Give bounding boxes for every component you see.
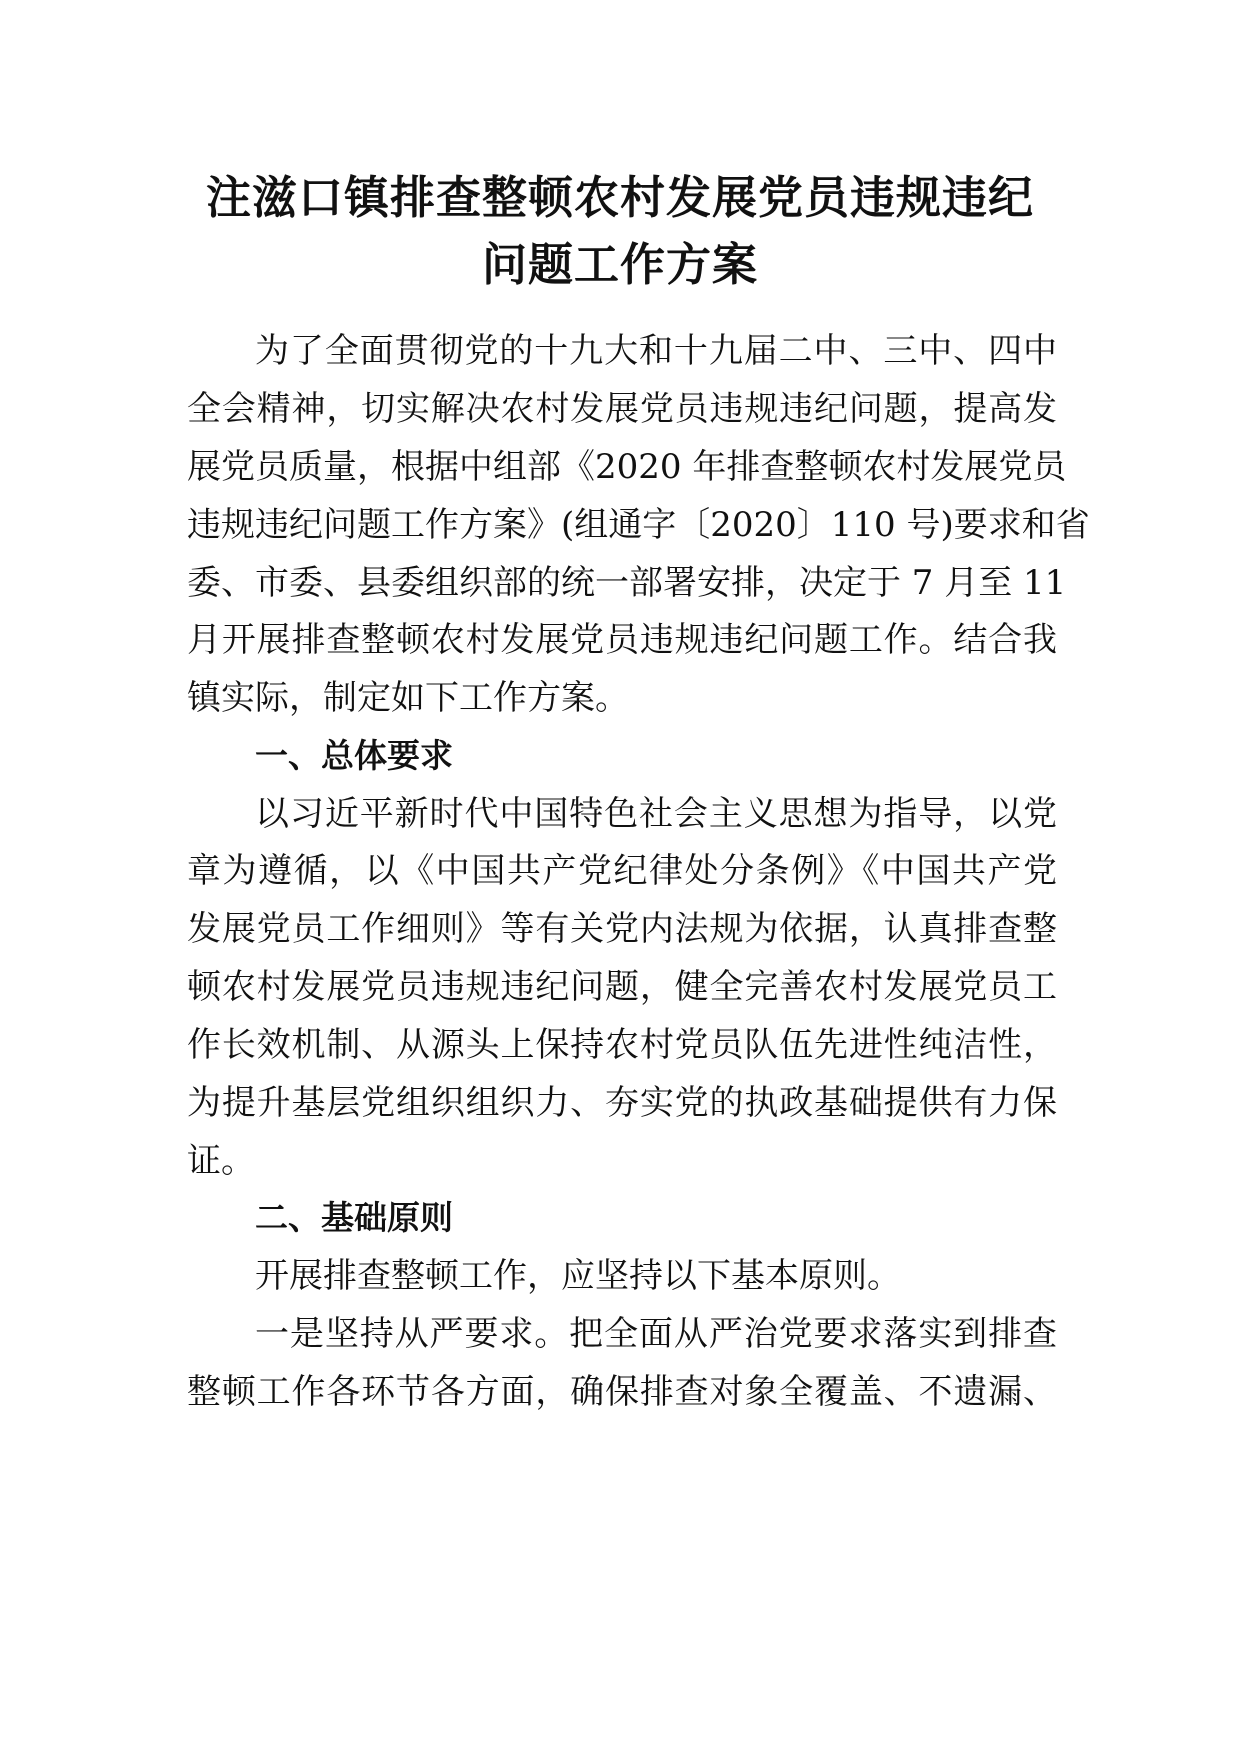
section-2-heading: 二、基础原则 (255, 1198, 453, 1237)
section-1-paragraph-line: 顿农村发展党员违规违纪问题，健全完善农村发展党员工 (187, 967, 1057, 1007)
intro-paragraph-line: 月开展排查整顿农村发展党员违规违纪问题工作。结合我 (187, 620, 1057, 660)
intro-paragraph-line: 镇实际，制定如下工作方案。 (187, 678, 629, 718)
section-1-paragraph-line: 为提升基层党组织组织力、夯实党的执政基础提供有力保 (187, 1083, 1057, 1123)
section-2-paragraph-line: 整顿工作各环节各方面，确保排查对象全覆盖、不遗漏、 (187, 1372, 1057, 1412)
section-1-paragraph-line: 发展党员工作细则》等有关党内法规为依据，认真排查整 (187, 909, 1057, 949)
document-title-line-2: 问题工作方案 (481, 238, 758, 291)
section-2-paragraph-line: 一是坚持从严要求。把全面从严治党要求落实到排查 (255, 1314, 1057, 1354)
intro-paragraph-line: 为了全面贯彻党的十九大和十九届二中、三中、四中 (255, 331, 1057, 371)
intro-paragraph-line: 委、市委、县委组织部的统一部署安排，决定于 7 月至 11 (187, 563, 1067, 603)
intro-paragraph-line: 违规违纪问题工作方案》(组通字〔2020〕110 号)要求和省 (187, 505, 1090, 545)
section-1-paragraph-line: 以习近平新时代中国特色社会主义思想为指导，以党 (255, 794, 1057, 834)
section-2-paragraph-line: 开展排查整顿工作，应坚持以下基本原则。 (255, 1256, 901, 1296)
section-1-paragraph-line: 证。 (187, 1141, 255, 1181)
intro-paragraph-line: 展党员质量，根据中组部《2020 年排查整顿农村发展党员 (187, 447, 1067, 487)
intro-paragraph-line: 全会精神，切实解决农村发展党员违规违纪问题，提高发 (187, 389, 1057, 429)
document-title-line-1: 注滋口镇排查整顿农村发展党员违规违纪 (205, 171, 1034, 224)
section-1-paragraph-line: 作长效机制、从源头上保持农村党员队伍先进性纯洁性， (187, 1025, 1057, 1065)
section-1-paragraph-line: 章为遵循，以《中国共产党纪律处分条例》《中国共产党 (187, 851, 1057, 891)
section-1-heading: 一、总体要求 (255, 736, 453, 775)
